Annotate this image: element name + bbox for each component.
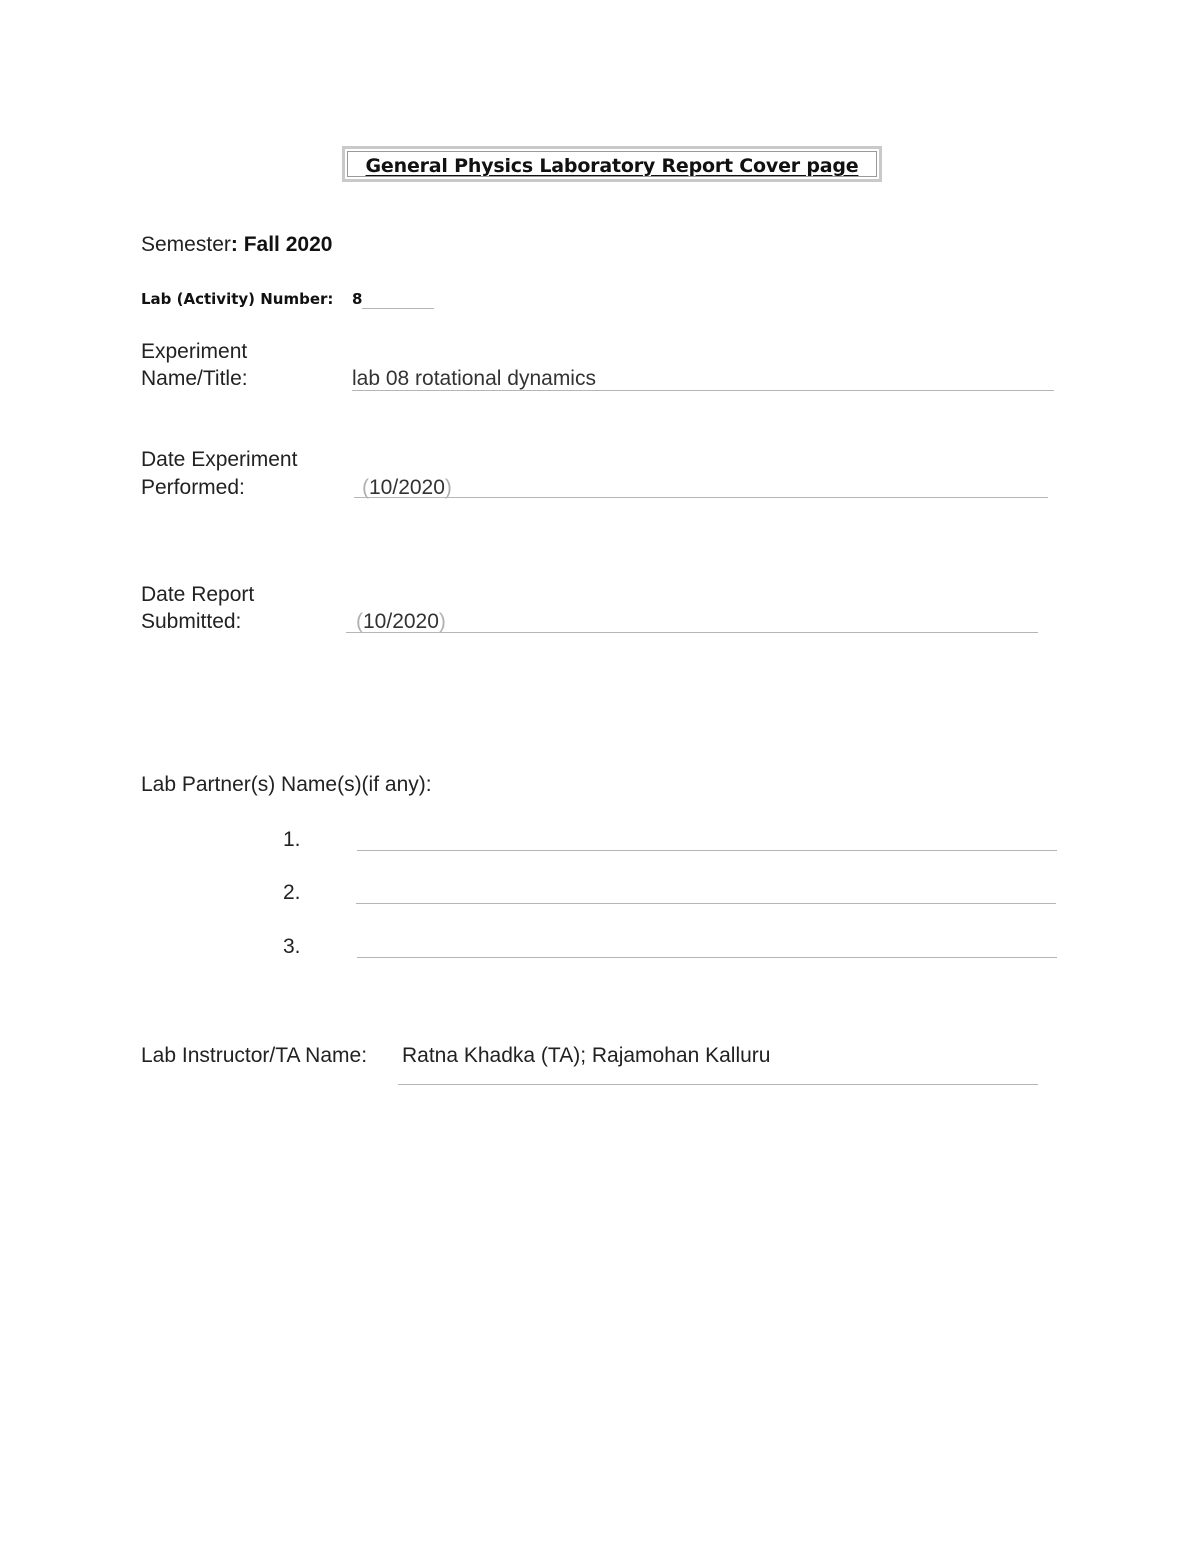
date-submitted-field[interactable] [356, 610, 446, 634]
instructor-value[interactable]: Ratna Khadka (TA); Rajamohan Kalluru [402, 1044, 771, 1067]
lab-partners-label: Lab Partner(s) Name(s)(if any): [141, 773, 432, 796]
date-submitted-close-paren: ) [438, 610, 446, 633]
date-performed-label-line1: Date Experiment [141, 448, 298, 471]
date-submitted-open-paren: ( [356, 610, 363, 633]
date-submitted-underline [346, 632, 1038, 633]
semester-label: Semester [141, 233, 231, 256]
experiment-label-line2: Name/Title: [141, 367, 248, 390]
partner-3-number: 3. [283, 935, 301, 958]
semester-value[interactable]: Fall 2020 [243, 233, 333, 256]
date-performed-underline [354, 497, 1048, 498]
page-title: General Physics Laboratory Report Cover page [365, 155, 859, 177]
partner-1-number: 1. [283, 828, 301, 851]
experiment-name-value[interactable]: lab 08 rotational dynamics [352, 367, 596, 390]
lab-number-underline [362, 308, 434, 309]
date-performed-open-paren: ( [362, 476, 369, 499]
partner-3-underline [357, 957, 1057, 958]
instructor-underline [398, 1084, 1038, 1085]
partner-2-underline [356, 903, 1056, 904]
partner-1-underline [357, 850, 1057, 851]
date-performed-close-paren: ) [444, 476, 452, 499]
semester-row [141, 233, 332, 257]
date-submitted-label-line2: Submitted: [141, 610, 242, 633]
date-performed-label-line2: Performed: [141, 476, 245, 499]
partner-2-number: 2. [283, 881, 301, 904]
date-performed-value: 10/2020 [369, 476, 445, 499]
experiment-name-underline [352, 390, 1054, 391]
semester-colon: : [230, 233, 244, 256]
date-submitted-value: 10/2020 [363, 610, 439, 633]
instructor-label: Lab Instructor/TA Name: [141, 1044, 368, 1067]
lab-number-value[interactable]: 8 [352, 290, 363, 308]
lab-number-label: Lab (Activity) Number: [141, 290, 334, 308]
date-submitted-label-line1: Date Report [141, 583, 255, 606]
title-box [342, 146, 882, 182]
experiment-label-line1: Experiment [141, 340, 248, 363]
